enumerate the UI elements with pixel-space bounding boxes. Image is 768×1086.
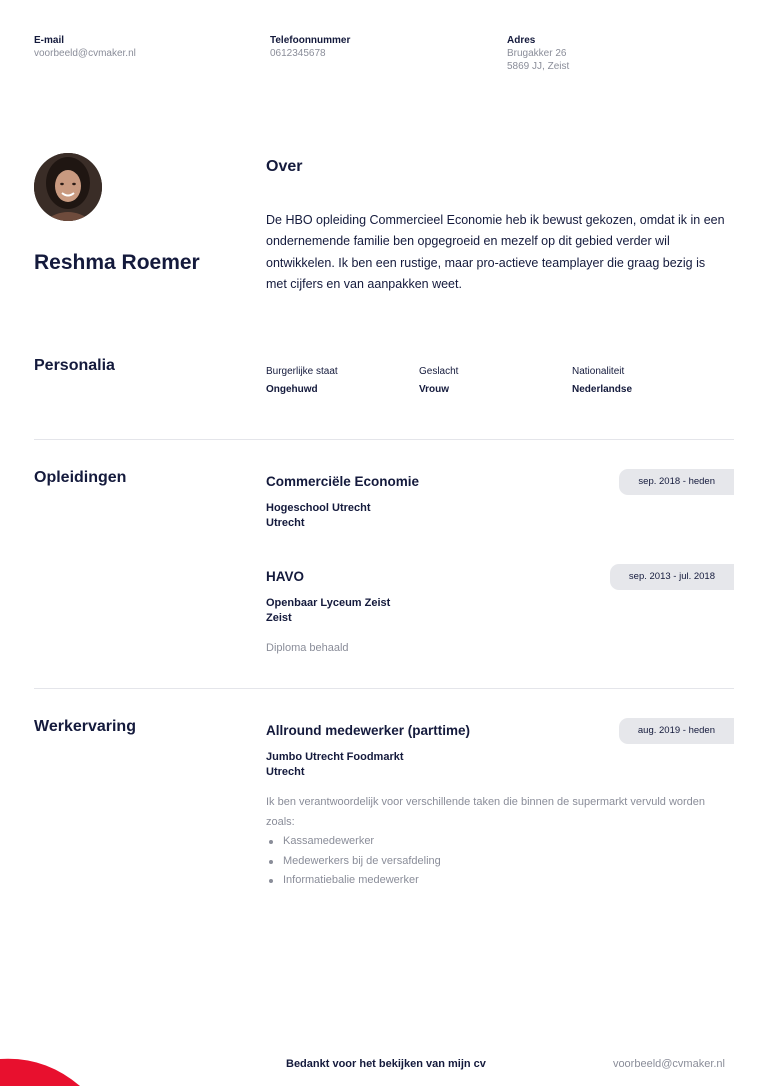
personalia-title: Personalia xyxy=(34,357,115,374)
job-date-badge: aug. 2019 - heden xyxy=(619,718,734,744)
avatar xyxy=(34,153,102,221)
personalia-label: Geslacht xyxy=(419,366,459,377)
education-date-badge: sep. 2018 - heden xyxy=(619,469,734,495)
education-date-badge: sep. 2013 - jul. 2018 xyxy=(610,564,734,590)
education-institution: Hogeschool Utrecht xyxy=(266,502,371,514)
job-title: Allround medewerker (parttime) xyxy=(266,723,471,738)
education-title: Commerciële Economie xyxy=(266,474,420,489)
list-item: Medewerkers bij de versafdeling xyxy=(266,852,441,872)
phone-value[interactable]: 0612345678 xyxy=(270,48,326,59)
red-corner-shape xyxy=(0,1056,80,1086)
education-city: Zeist xyxy=(266,612,292,624)
contact-phone xyxy=(270,35,490,60)
job-city: Utrecht xyxy=(266,766,305,778)
footer-email[interactable]: voorbeeld@cvmaker.nl xyxy=(612,1058,725,1070)
education-city: Utrecht xyxy=(266,517,305,529)
personalia-label: Nationaliteit xyxy=(572,366,625,377)
personalia-value: Ongehuwd xyxy=(266,384,318,395)
job-description: Ik ben verantwoordelijk voor verschillende taken die binnen de supermarkt vervuld worden zoals: xyxy=(266,796,706,828)
education-institution: Openbaar Lyceum Zeist xyxy=(266,597,391,609)
education-title: HAVO xyxy=(266,569,305,584)
opleidingen-title: Opleidingen xyxy=(34,469,127,486)
candidate-name: Reshma Roemer xyxy=(34,251,200,274)
personalia-item-nationality xyxy=(572,365,722,396)
contact-address xyxy=(507,35,727,73)
personalia-item-gender xyxy=(419,365,569,396)
address-line1: Brugakker 26 xyxy=(507,48,567,59)
job-task-list xyxy=(266,832,441,891)
address-line2: 5869 JJ, Zeist xyxy=(507,61,570,72)
werkervaring-title: Werkervaring xyxy=(34,718,136,735)
email-label: E-mail xyxy=(34,35,65,46)
job-employer: Jumbo Utrecht Foodmarkt xyxy=(266,751,404,763)
email-value[interactable]: voorbeeld@cvmaker.nl xyxy=(34,48,136,59)
corner-decoration xyxy=(0,1056,80,1086)
over-title: Over xyxy=(266,158,303,175)
list-item: Informatiebalie medewerker xyxy=(266,871,441,891)
contact-email xyxy=(34,35,254,60)
personalia-value: Nederlandse xyxy=(572,384,633,395)
personalia-item-marital-status xyxy=(266,365,416,396)
footer-thanks: Bedankt voor het bekijken van mijn cv xyxy=(286,1058,486,1070)
section-divider xyxy=(34,439,734,440)
list-item: Kassamedewerker xyxy=(266,832,441,852)
portrait-photo xyxy=(34,153,102,221)
section-divider xyxy=(34,688,734,689)
address-label: Adres xyxy=(507,35,536,46)
phone-label: Telefoonnummer xyxy=(270,35,351,46)
personalia-value: Vrouw xyxy=(419,384,450,395)
personalia-label: Burgerlijke staat xyxy=(266,366,338,377)
over-text: De HBO opleiding Commercieel Economie heb ik bewust gekozen, omdat ik in een ondernemende familie ben opgegroeid en mezelf op dit gebied verder wil ontwikkelen. Ik ben een rustige, maar pro-actieve teamplayer die graag bezig is met cijfers en van aanpakken weet. xyxy=(266,213,725,291)
education-note: Diploma behaald xyxy=(266,642,349,654)
